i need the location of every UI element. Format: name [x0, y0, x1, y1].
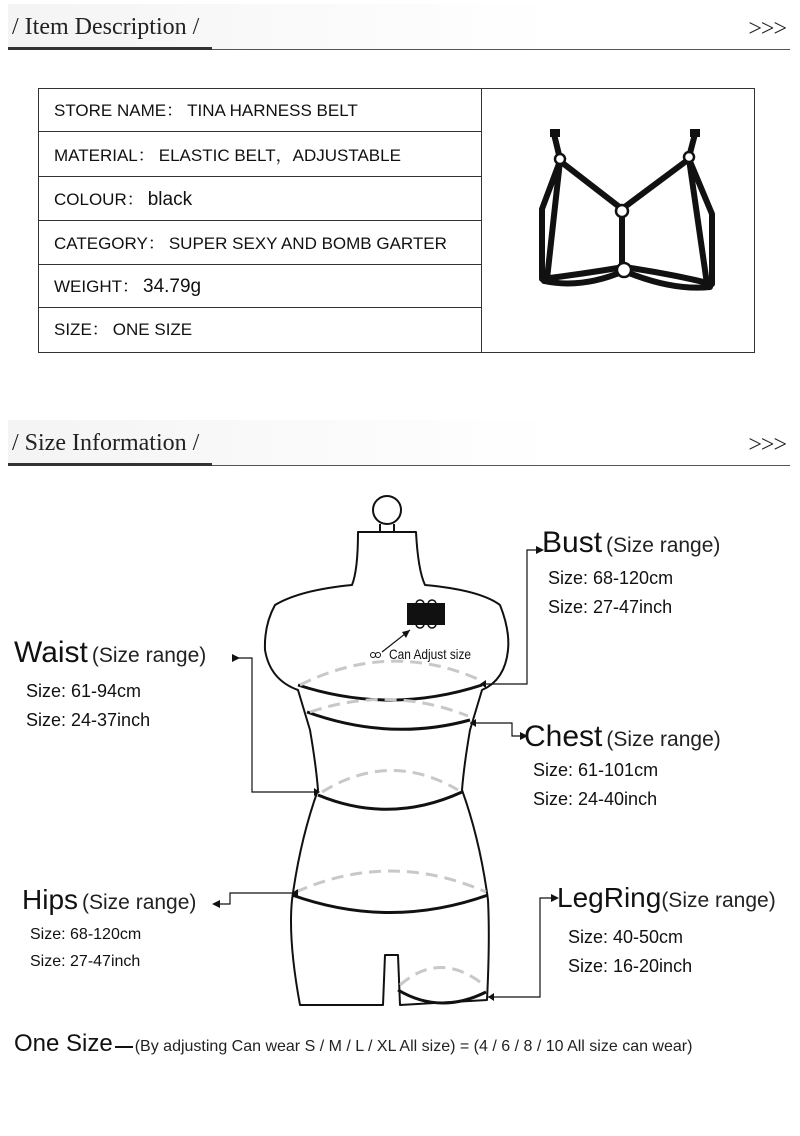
row-weight — [39, 265, 481, 308]
item-description-arrows: >>> — [748, 16, 786, 42]
row-value: ONE SIZE — [112, 320, 193, 339]
bust-label — [542, 526, 720, 560]
chest-cm: Size: 61-101cm — [533, 760, 659, 780]
row-label: COLOUR： — [54, 190, 144, 209]
header-rule-accent — [8, 47, 212, 50]
waist-inch: Size: 24-37inch — [26, 710, 151, 730]
row-label: CATEGORY： — [54, 234, 165, 253]
row-value: black — [147, 189, 193, 210]
legring-cm: Size: 40-50cm — [568, 927, 684, 947]
waist-name: Waist — [14, 636, 88, 669]
row-size — [39, 308, 481, 352]
one-size-note — [14, 1030, 692, 1058]
legring-label — [557, 882, 776, 914]
size-information-arrows: >>> — [748, 432, 786, 458]
size-information-title: / Size Information / — [12, 430, 200, 456]
legring-range: (Size range) — [661, 889, 776, 912]
bust-inch: Size: 27-47inch — [548, 597, 673, 617]
bust-cm: Size: 68-120cm — [548, 568, 674, 588]
adjust-size-note: Can Adjust size — [389, 646, 472, 662]
waist-range: (Size range) — [91, 644, 207, 667]
one-size-label: One Size — [14, 1030, 113, 1057]
row-value: SUPER SEXY AND BOMB GARTER — [168, 234, 447, 253]
row-label: MATERIAL： — [54, 146, 155, 165]
one-size-text: (By adjusting Can wear S / M / L / XL All size) = (4 / 6 / 8 / 10 All size can wear) — [134, 1038, 693, 1055]
legring-name: LegRing — [557, 882, 662, 913]
row-value: TINA HARNESS BELT — [187, 101, 358, 120]
one-size-dash — [115, 1046, 133, 1048]
row-label: WEIGHT： — [54, 277, 139, 296]
row-label: STORE NAME： — [54, 101, 184, 120]
row-value: ELASTIC BELT，ADJUSTABLE — [158, 146, 401, 165]
row-store-name — [39, 89, 481, 132]
chest-range: (Size range) — [606, 728, 721, 751]
chest-inch: Size: 24-40inch — [533, 789, 658, 809]
hips-range: (Size range) — [82, 891, 197, 914]
harness-bra-icon — [482, 89, 754, 352]
hips-label — [22, 884, 196, 916]
hips-inch: Size: 27-47inch — [30, 953, 141, 970]
waist-cm: Size: 61-94cm — [26, 681, 142, 701]
row-material — [39, 134, 481, 177]
hips-cm: Size: 68-120cm — [30, 926, 142, 943]
hips-name: Hips — [22, 884, 79, 915]
description-rows — [39, 89, 482, 352]
chest-label — [524, 720, 721, 754]
item-description-header — [8, 4, 790, 50]
row-colour — [39, 178, 481, 221]
product-image — [482, 89, 754, 352]
waist-label — [14, 636, 206, 670]
row-category — [39, 222, 481, 265]
row-label: SIZE： — [54, 320, 109, 339]
description-table — [38, 88, 755, 353]
row-value: 34.79g — [143, 276, 202, 297]
chest-name: Chest — [524, 720, 603, 753]
item-description-title: / Item Description / — [12, 14, 200, 40]
header-rule-accent — [8, 463, 212, 466]
legring-inch: Size: 16-20inch — [568, 956, 693, 976]
bust-name: Bust — [542, 526, 603, 559]
bust-range: (Size range) — [606, 534, 721, 557]
size-information-header — [8, 420, 790, 466]
